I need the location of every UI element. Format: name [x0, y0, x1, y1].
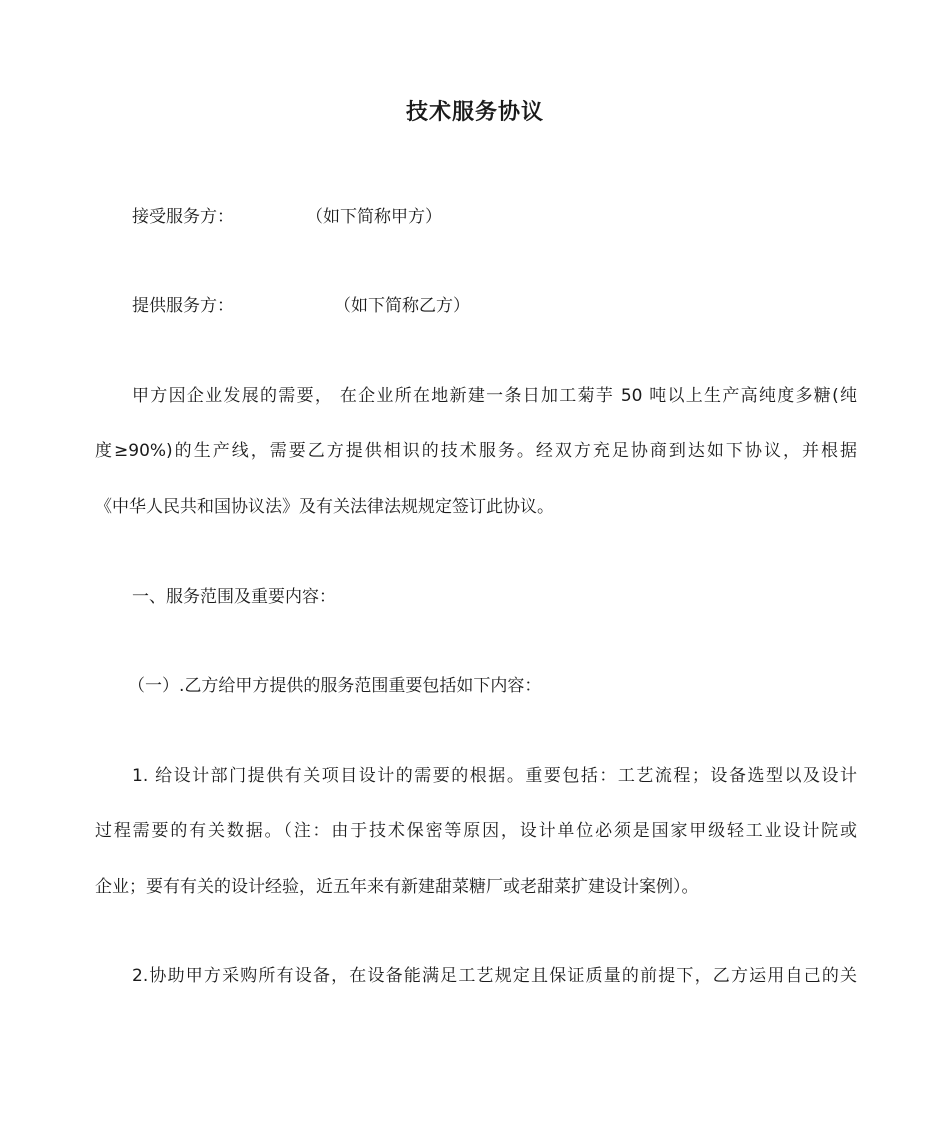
item-1-line-1: 1. 给设计部门提供有关项目设计的需要的根据。重要包括：工艺流程；设备选型以及设计 [132, 766, 857, 786]
party-b-line [132, 294, 857, 318]
document-title: 技术服务协议 [405, 100, 544, 125]
item-2-line-1: 2.协助甲方采购所有设备，在设备能满足工艺规定且保证质量的前提下，乙方运用自己的关 [132, 966, 857, 986]
item-1-line-2: 过程需要的有关数据。（注：由于技术保密等原因，设计单位必须是国家甲级轻工业设计院或 [95, 821, 857, 841]
section-1-heading: 一、服务范围及重要内容： [132, 587, 336, 607]
party-b-note: （如下简称乙方） [334, 296, 470, 316]
intro-line-1: 甲方因企业发展的需要， 在企业所在地新建一条日加工菊芋 50 吨以上生产高纯度多糖(纯 [132, 386, 857, 406]
party-a-label: 接受服务方： [132, 207, 234, 227]
item-1-line-3: 企业；要有有关的设计经验，近五年来有新建甜菜糖厂或老甜菜扩建设计案例）。 [95, 877, 699, 897]
party-b-label: 提供服务方： [132, 296, 234, 316]
intro-line-3: 《中华人民共和国协议法》及有关法律法规规定签订此协议。 [95, 497, 554, 517]
intro-line-2: 度≥90%)的生产线，需要乙方提供相识的技术服务。经双方充足协商到达如下协议，并根据 [95, 441, 857, 461]
party-a-note: （如下简称甲方） [306, 207, 442, 227]
subsection-1-heading: （一）.乙方给甲方提供的服务范围重要包括如下内容： [128, 676, 542, 696]
party-a-line [132, 205, 857, 229]
